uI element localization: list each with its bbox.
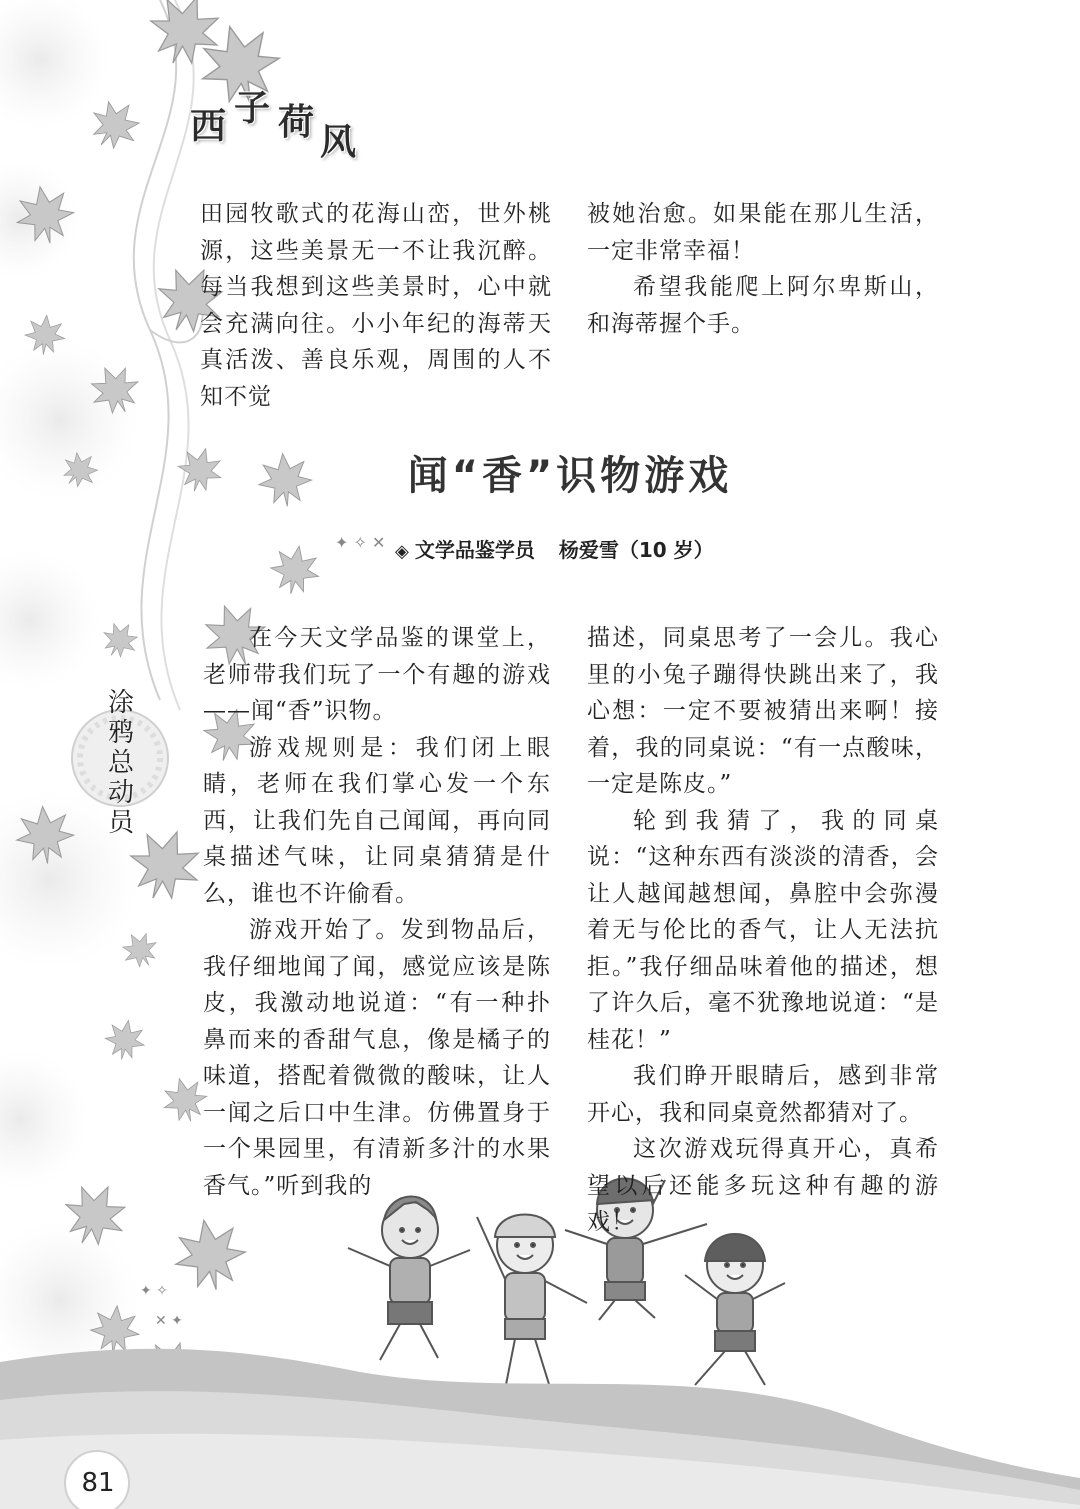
paragraph: 在今天文学品鉴的课堂上，老师带我们玩了一个有趣的游戏——闻“香”识物。	[203, 625, 551, 724]
page-number: 81	[81, 1468, 115, 1498]
byline-role: 文学品鉴学员	[414, 538, 535, 562]
diamond-icon: ◈	[395, 541, 409, 562]
byline	[395, 534, 714, 563]
svg-text:✦ ✧: ✦ ✧	[140, 1283, 168, 1299]
paragraph: 我们睁开眼睛后，感到非常开心，我和同桌竟然都猜对了。	[587, 1063, 939, 1126]
side-label: 涂鸦总动员	[107, 688, 134, 838]
paragraph: 希望我能爬上阿尔卑斯山，和海蒂握个手。	[587, 274, 939, 337]
section-title-char: 风	[320, 122, 357, 163]
paragraph: 描述，同桌思考了一会儿。我心里的小兔子蹦得快跳出来了，我心想：一定不要被猜出来啊！接着，我的同桌说：“有一点酸味，一定是陈皮。”	[587, 625, 939, 797]
paragraph: 田园牧歌式的花海山峦，世外桃源，这些美景无一不让我沉醉。每当我想到这些美景时，心中就会充满向往。小小年纪的海蒂天真活泼、善良乐观，周围的人不知不觉	[200, 201, 552, 410]
section-title-char: 荷	[278, 102, 315, 143]
top-article-right-column	[587, 196, 939, 342]
paragraph: 游戏开始了。发到物品后，我仔细地闻了闻，感觉应该是陈皮，我激动地说道：“有一种扑鼻而来的香甜气息，像是橘子的味道，搭配着微微的酸味，让人一闻之后口中生津。仿佛置身于一个果园里，有清新多汁的水果香气。”听到我的	[203, 917, 551, 1199]
article-title: 闻“香”识物游戏	[407, 453, 733, 499]
article-right-column	[587, 620, 939, 1241]
section-title-char: 子	[234, 88, 271, 129]
top-article-left-column	[200, 196, 552, 415]
paragraph: 游戏规则是：我们闭上眼睛，老师在我们掌心发一个东西，让我们先自己闻闻，再向同桌描述气味，让同桌猜猜是什么，谁也不许偷看。	[203, 734, 551, 907]
paragraph: 被她治愈。如果能在那儿生活，一定非常幸福！	[587, 201, 939, 264]
paragraph: 轮到我猜了，我的同桌说：“这种东西有淡淡的清香，会让人越闻越想闻，鼻腔中会弥漫着无与伦比的香气，让人无法抗拒。”我仔细品味着他的描述，想了许久后，毫不犹豫地说道：“是桂花！”	[587, 807, 939, 1053]
article-left-column	[203, 620, 551, 1204]
svg-text:✦ ✧ ✕: ✦ ✧ ✕	[335, 533, 386, 552]
section-title	[190, 88, 390, 163]
section-title-char: 西	[190, 106, 227, 147]
paragraph: 这次游戏玩得真开心，真希望以后还能多玩这种有趣的游戏！	[587, 1136, 939, 1235]
bottom-wave	[0, 1349, 1080, 1509]
svg-text:✕ ✦: ✕ ✦	[155, 1313, 183, 1329]
byline-author: 杨爱雪（10 岁）	[558, 538, 714, 562]
